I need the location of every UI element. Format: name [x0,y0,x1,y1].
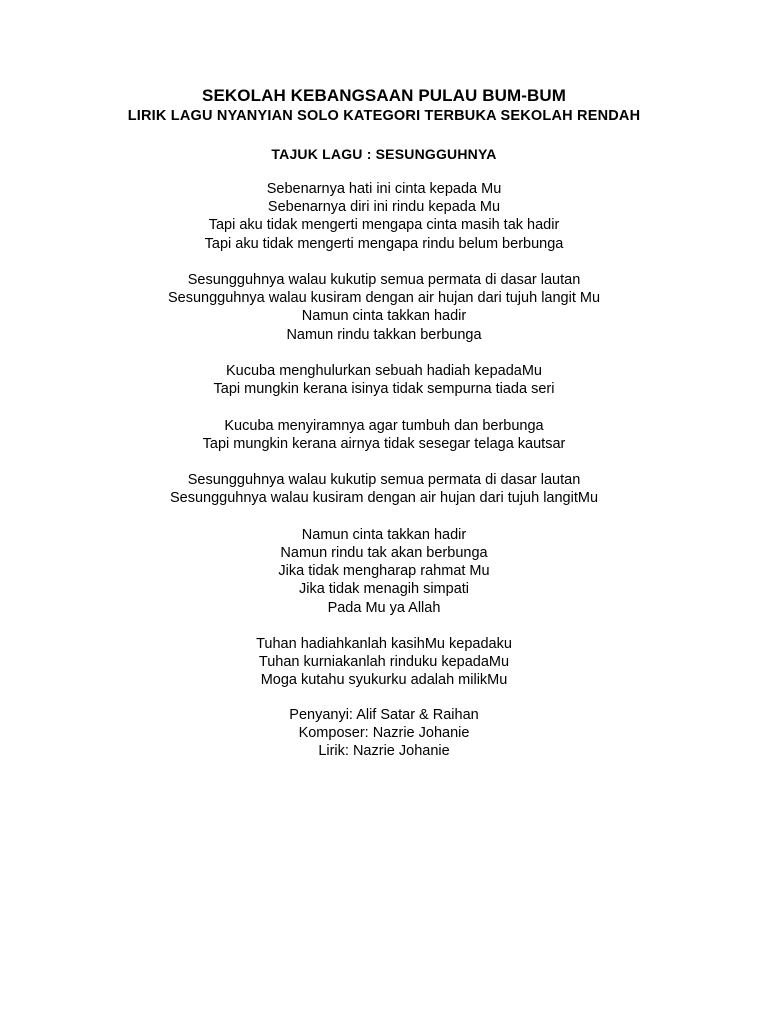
singer-credit: Penyanyi: Alif Satar & Raihan [289,707,479,723]
lyrics-stanza-2 [0,271,768,344]
category-subheading: LIRIK LAGU NYANYIAN SOLO KATEGORI TERBUKA SEKOLAH RENDAH [127,108,641,124]
lyrics-stanza-3 [0,362,768,398]
lyric-line: Sebenarnya hati ini cinta kepada Mu [266,181,502,197]
lyric-line: Kucuba menghulurkan sebuah hadiah kepadaMu [225,363,542,379]
lyric-line: Tuhan hadiahkanlah kasihMu kepadaku [256,635,512,652]
lyrics-stanza-5 [0,471,768,507]
lyricist-credit: Lirik: Nazrie Johanie [318,743,450,760]
lyric-line: Sesungguhnya walau kukutip semua permata di dasar lautan [187,472,581,489]
lyrics-body [0,180,768,708]
lyric-line: Tapi mungkin kerana isinya tidak sempurna tiada seri [213,381,555,398]
lyric-line: Tapi aku tidak mengerti mengapa cinta masih tak hadir [208,217,560,234]
lyric-line: Jika tidak mengharap rahmat Mu [278,563,490,580]
lyric-line: Sesungguhnya walau kukutip semua permata di dasar lautan [187,272,581,288]
school-name-heading: SEKOLAH KEBANGSAAN PULAU BUM-BUM [202,86,566,105]
lyric-line: Kucuba menyiramnya agar tumbuh dan berbunga [224,417,544,434]
composer-credit: Komposer: Nazrie Johanie [298,725,470,742]
lyric-line: Namun cinta takkan hadir [301,526,467,543]
lyric-line: Tapi mungkin kerana airnya tidak sesegar telaga kautsar [202,435,566,452]
lyrics-stanza-6 [0,526,768,617]
song-credits [0,706,768,761]
song-title: TAJUK LAGU : SESUNGGUHNYA [271,146,497,162]
lyric-line: Namun rindu takkan berbunga [286,326,482,343]
lyric-line: Moga kutahu syukurku adalah milikMu [260,672,508,689]
lyrics-stanza-4 [0,417,768,453]
lyric-line: Jika tidak menagih simpati [298,581,470,598]
lyrics-stanza-1 [0,180,768,253]
lyric-line: Sebenarnya diri ini rindu kepada Mu [267,199,501,216]
lyric-line: Sesungguhnya walau kusiram dengan air hujan dari tujuh langit Mu [167,290,601,307]
lyric-line: Tuhan kurniakanlah rinduku kepadaMu [258,654,510,671]
lyric-line: Sesungguhnya walau kusiram dengan air hujan dari tujuh langitMu [169,490,599,507]
lyric-line: Namun cinta takkan hadir [301,308,467,325]
lyric-line: Tapi aku tidak mengerti mengapa rindu belum berbunga [204,235,564,252]
lyrics-stanza-7 [0,635,768,690]
lyric-line: Namun rindu tak akan berbunga [280,544,488,561]
lyric-line: Pada Mu ya Allah [327,599,441,616]
